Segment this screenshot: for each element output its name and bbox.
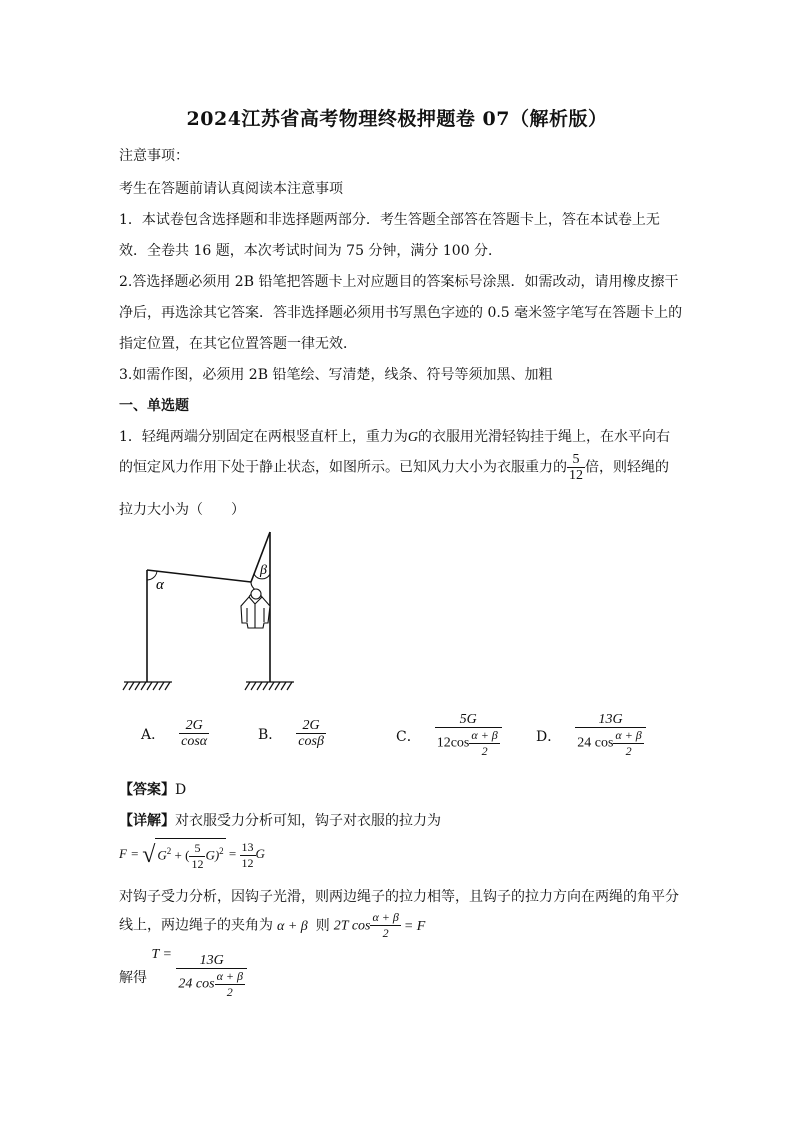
option-a[interactable]: A． $\frac{2G}{\cos\alpha}$	[141, 718, 208, 749]
notice-item-1-line-1: 1．本试卷包含选择题和非选择题两部分．考生答题全部答在答题卡上，答在本试卷上无	[119, 212, 660, 228]
section-heading: 一、单选题	[119, 398, 189, 414]
detail-line-3: 线上，两边绳子的夹角为 α + β 则 2T cos $\frac{\alpha + \beta}{2}$ = F	[119, 910, 426, 940]
left-ground	[123, 682, 172, 690]
shirt-icon	[241, 582, 270, 628]
page-title: 2024江苏省高考物理终极押题卷 07（解析版）	[186, 108, 608, 130]
clothes-hanger-figure	[118, 528, 308, 693]
force-equation: F = √ $G^2$ + ( $\frac{5}{12}$ G)$^2$ = $\frac{13}{12}$ G	[119, 839, 265, 871]
notice-item-3: 3.如需作图，必须用 2B 铅笔绘、写清楚，线条、符号等须加黑、加粗	[119, 367, 553, 383]
option-b[interactable]: B． $\frac{2G}{\cos\beta}$	[258, 718, 324, 749]
right-ground	[245, 682, 294, 690]
notice-intro: 考生在答题前请认真阅读本注意事项	[119, 181, 343, 197]
notice-item-2-line-3: 指定位置，在其它位置答题一律无效．	[119, 336, 357, 352]
beta-label: β	[260, 563, 267, 578]
question-line-3: 拉力大小为（ ）	[119, 502, 245, 518]
answer-line: 【答案】D	[119, 782, 187, 798]
alpha-label: α	[156, 577, 164, 593]
notice-heading: 注意事项：	[119, 148, 189, 164]
question-line-1: 1．轻绳两端分别固定在两根竖直杆上，重力为G的衣服用光滑轻钩挂于绳上，在水平向右	[119, 429, 671, 445]
notice-item-1-line-2: 效．全卷共 16 题，本次考试时间为 75 分钟，满分 100 分．	[119, 243, 503, 259]
option-d[interactable]: D． 13G 24 cos $\frac{\alpha + \beta}{2}$	[536, 712, 646, 759]
notice-item-2-line-1: 2.答选择题必须用 2B 铅笔把答题卡上对应题目的答案标号涂黑．如需改动，请用橡皮擦干	[119, 274, 679, 290]
detail-line-1: 【详解】对衣服受力分析可知，钩子对衣服的拉力为	[119, 813, 441, 829]
notice-item-2-line-2: 净后，再选涂其它答案．答非选择题必须用书写黑色字迹的 0.5 毫米签字笔写在答题卡上的	[119, 305, 683, 321]
option-c[interactable]: C． 5G 12cos $\frac{\alpha + \beta}{2}$	[396, 712, 502, 759]
solve-line: 解得 T = 13G 24 cos $\frac{\alpha + \beta}{2}$	[119, 953, 247, 1000]
question-line-2: 的恒定风力作用下处于静止状态，如图所示。已知风力大小为衣服重力的 $\frac{5}{12}$ 倍，则轻绳的	[119, 452, 669, 483]
detail-line-2: 对钩子受力分析，因钩子光滑，则两边绳子的拉力相等，且钩子的拉力方向在两绳的角平分	[119, 889, 679, 905]
